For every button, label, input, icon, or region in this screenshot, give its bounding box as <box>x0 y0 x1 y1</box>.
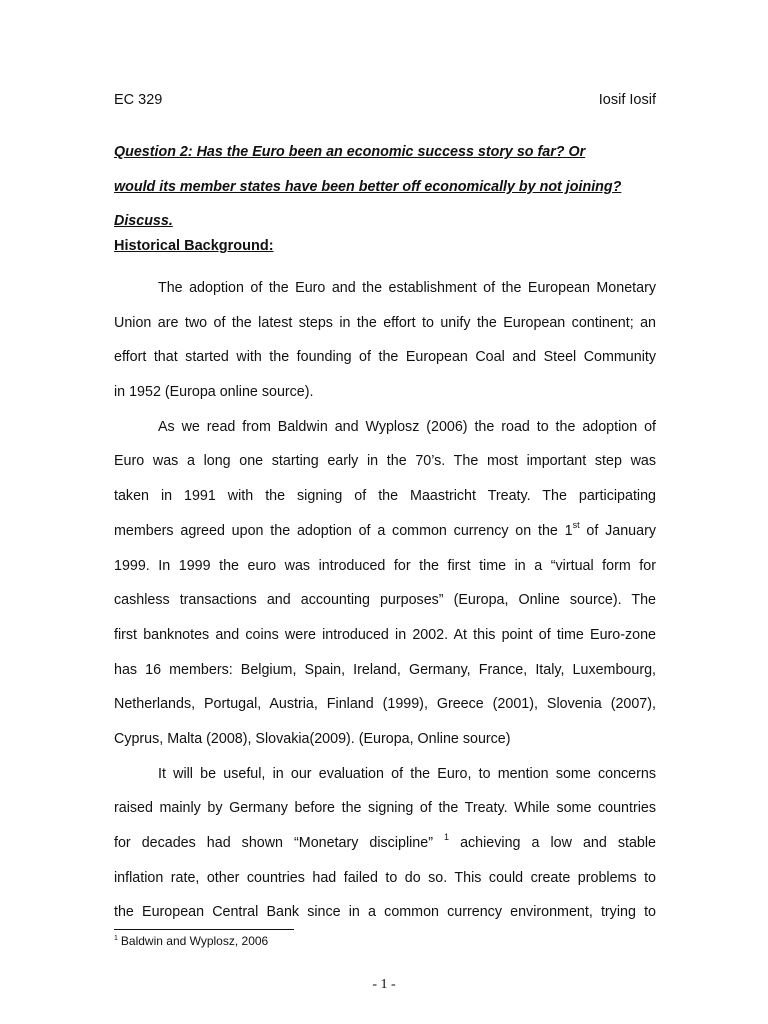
footnote-separator <box>114 929 294 930</box>
author-name: Iosif Iosif <box>598 92 656 108</box>
paragraph-1 <box>114 271 656 410</box>
text-line: the European Central Bank since in a common currency environment, trying to <box>114 904 656 921</box>
page-header <box>114 92 656 112</box>
text-line: The adoption of the Euro and the establishment of the European Monetary <box>158 280 656 296</box>
text-line: first banknotes and coins were introduced in 2002. At this point of time Euro-zone <box>114 626 656 643</box>
footnote-text: Baldwin and Wyplosz, 2006 <box>120 934 269 948</box>
text-line <box>114 826 656 861</box>
footnote <box>114 934 268 948</box>
text-line: in 1952 (Europa online source). <box>114 384 314 401</box>
paragraph-2 <box>114 410 656 757</box>
ordinal-superscript: st <box>572 519 580 530</box>
text-line <box>114 514 656 549</box>
text-segment: achieving a low and stable <box>460 835 656 851</box>
footnote-reference[interactable]: 1 <box>444 832 450 842</box>
text-line: Euro was a long one starting early in the 70’s. The most important step was <box>114 453 656 470</box>
question-line: Question 2: Has the Euro been an economic success story so far? Or <box>114 144 586 160</box>
paragraph-3 <box>114 757 656 930</box>
page-number: - 1 - <box>372 977 396 992</box>
text-line: 1999. In 1999 the euro was introduced for the first time in a “virtual form for <box>114 557 656 574</box>
text-line: Cyprus, Malta (2008), Slovakia(2009). (Europa, Online source) <box>114 730 511 747</box>
text-line: Netherlands, Portugal, Austria, Finland (1999), Greece (2001), Slovenia (2007), <box>114 696 656 713</box>
section-heading: Historical Background: <box>114 238 274 254</box>
text-line: taken in 1991 with the signing of the Maastricht Treaty. The participating <box>114 488 656 505</box>
text-line: raised mainly by Germany before the signing of the Treaty. While some countries <box>114 800 656 817</box>
text-segment: of January <box>579 522 656 539</box>
text-line: Union are two of the latest steps in the effort to unify the European continent; an <box>114 314 656 331</box>
question-line: would its member states have been better off economically by not joining? <box>114 178 622 195</box>
essay-question <box>114 135 656 239</box>
text-line: As we read from Baldwin and Wyplosz (2006) the road to the adoption of <box>158 418 656 435</box>
footnote-marker: 1 <box>114 935 118 942</box>
text-line: It will be useful, in our evaluation of the Euro, to mention some concerns <box>158 765 656 782</box>
text-line: has 16 members: Belgium, Spain, Ireland, Germany, France, Italy, Luxembourg, <box>114 661 656 678</box>
text-line: cashless transactions and accounting purposes” (Europa, Online source). The <box>114 592 656 609</box>
question-line: Discuss. <box>114 213 173 230</box>
body-text <box>114 271 656 930</box>
text-segment: members agreed upon the adoption of a common currency on the 1 <box>114 522 573 539</box>
text-segment: for decades had shown “Monetary discipline” <box>114 835 433 851</box>
text-line: effort that started with the founding of the European Coal and Steel Community <box>114 349 656 366</box>
text-line: inflation rate, other countries had failed to do so. This could create problems to <box>114 869 656 886</box>
course-code: EC 329 <box>114 92 163 108</box>
